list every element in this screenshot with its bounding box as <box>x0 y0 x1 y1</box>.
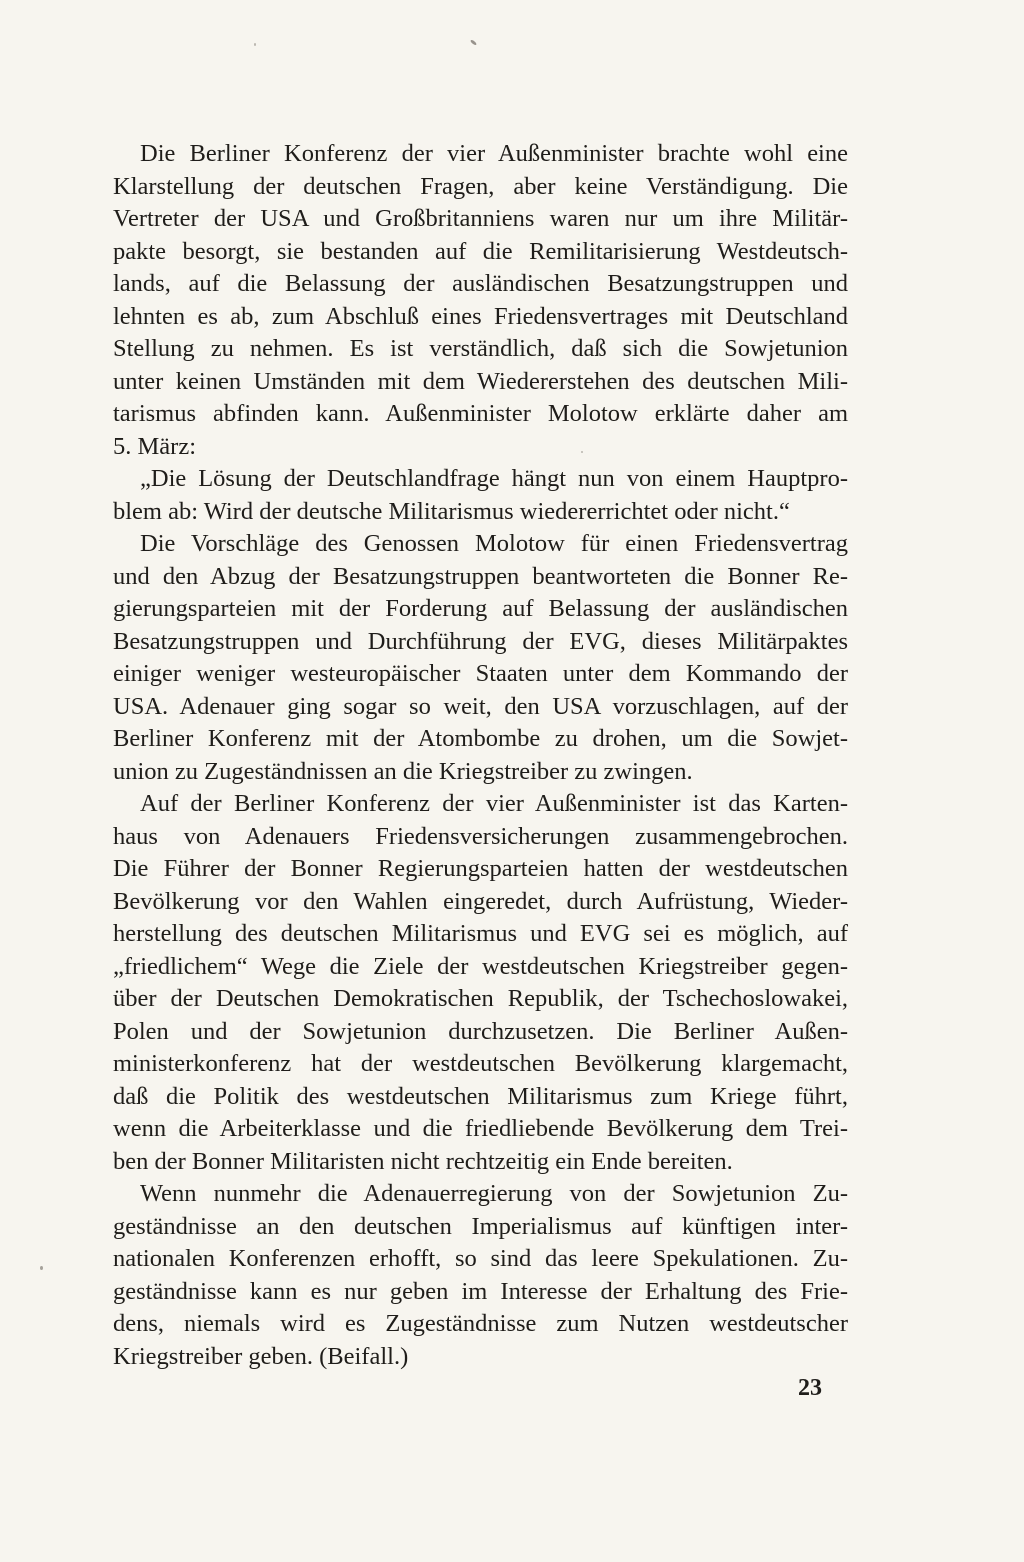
text-line: Polen und der Sowjetunion durchzusetzen. Die Berliner Außen- <box>113 1017 848 1045</box>
text-line: 5. März: <box>113 432 196 460</box>
text-line: Die Führer der Bonner Regierungsparteien hatten der westdeutschen <box>113 855 848 882</box>
scan-speck <box>254 43 256 46</box>
text-line: Stellung zu nehmen. Es ist verständlich, daß sich die Sowjetunion <box>113 335 848 362</box>
text-line: und den Abzug der Besatzungstruppen beantworteten die Bonner Re- <box>113 562 848 590</box>
text-line: lands, auf die Belassung der ausländischen Besatzungstruppen und <box>113 270 848 297</box>
body-text <box>113 138 848 1373</box>
text-line: Die Vorschläge des Genossen Molotow für einen Friedensvertrag <box>140 530 848 557</box>
text-line: Kriegstreiber geben. (Beifall.) <box>113 1342 409 1370</box>
text-line: lehnten es ab, zum Abschluß eines Friedensvertrages mit Deutschland <box>113 302 848 330</box>
text-line: tarismus abfinden kann. Außenminister Molotow erklärte daher am <box>113 400 848 427</box>
text-line: daß die Politik des westdeutschen Militarismus zum Kriege führt, <box>113 1082 848 1110</box>
text-line: Besatzungstruppen und Durchführung der EVG, dieses Militärpaktes <box>113 627 848 655</box>
text-line: USA. Adenauer ging sogar so weit, den USA vorzuschlagen, auf der <box>113 692 848 720</box>
text-line: pakte besorgt, sie bestanden auf die Remilitarisierung Westdeutsch- <box>113 237 848 265</box>
scan-speck <box>40 1266 43 1270</box>
text-line: „friedlichem“ Wege die Ziele der westdeutschen Kriegstreiber gegen- <box>113 952 848 980</box>
text-line: union zu Zugeständnissen an die Kriegstreiber zu zwingen. <box>113 757 693 785</box>
text-line: ministerkonferenz hat der westdeutschen Bevölkerung klargemacht, <box>113 1050 848 1077</box>
scan-speck <box>470 39 477 46</box>
text-line: haus von Adenauers Friedensversicherungen zusammengebrochen. <box>113 822 848 850</box>
text-line: Wenn nunmehr die Adenauerregierung von der Sowjetunion Zu- <box>140 1180 848 1207</box>
text-line: dens, niemals wird es Zugeständnisse zum Nutzen westdeutscher <box>113 1310 848 1337</box>
text-line: Klarstellung der deutschen Fragen, aber keine Verständigung. Die <box>113 172 848 200</box>
text-line: „Die Lösung der Deutschlandfrage hängt nun von einem Hauptpro- <box>140 465 848 492</box>
text-line: unter keinen Umständen mit dem Wiedererstehen des deutschen Mili- <box>113 367 848 395</box>
text-line: ben der Bonner Militaristen nicht rechtzeitig ein Ende bereiten. <box>113 1147 733 1175</box>
text-line: blem ab: Wird der deutsche Militarismus wiedererrichtet oder nicht.“ <box>113 497 790 525</box>
text-line: Berliner Konferenz mit der Atombombe zu drohen, um die Sowjet- <box>113 725 848 752</box>
text-line: Bevölkerung vor den Wahlen eingeredet, durch Aufrüstung, Wieder- <box>113 887 848 915</box>
text-line: herstellung des deutschen Militarismus und EVG sei es möglich, auf <box>113 920 848 947</box>
text-line: einiger weniger westeuropäischer Staaten unter dem Kommando der <box>113 660 848 687</box>
page-number: 23 <box>798 1375 822 1401</box>
text-line: wenn die Arbeiterklasse und die friedliebende Bevölkerung dem Trei- <box>113 1115 848 1142</box>
text-line: Auf der Berliner Konferenz der vier Außenminister ist das Karten- <box>140 790 848 817</box>
text-line: Vertreter der USA und Großbritanniens waren nur um ihre Militär- <box>113 205 848 232</box>
text-line: geständnisse an den deutschen Imperialismus auf künftigen inter- <box>113 1212 848 1240</box>
text-line: gierungsparteien mit der Forderung auf Belassung der ausländischen <box>113 595 848 622</box>
text-line: nationalen Konferenzen erhofft, so sind das leere Spekulationen. Zu- <box>113 1245 848 1272</box>
text-line: geständnisse kann es nur geben im Interesse der Erhaltung des Frie- <box>113 1277 848 1305</box>
text-line: über der Deutschen Demokratischen Republik, der Tschechoslowakei, <box>113 985 848 1012</box>
text-line: Die Berliner Konferenz der vier Außenminister brachte wohl eine <box>140 140 848 167</box>
